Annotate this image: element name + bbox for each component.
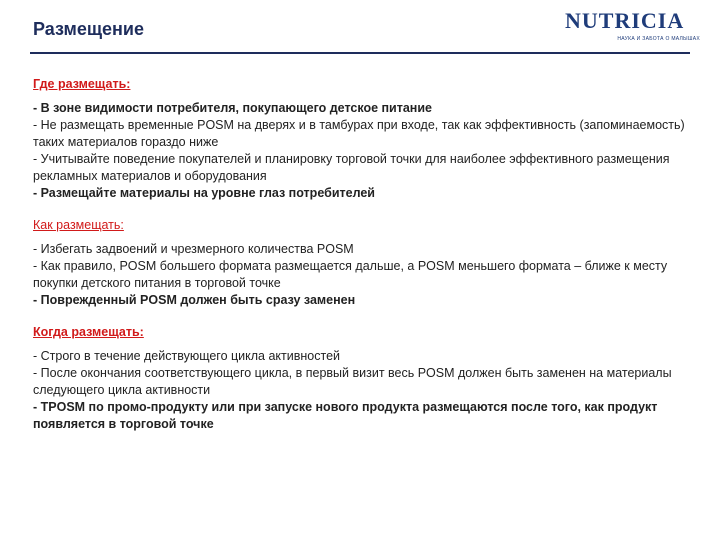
bullet-item: - Как правило, POSM большего формата размещается дальше, а POSM меньшего формата – ближе к месту покупки детского питания в торговой точке [33,259,668,290]
slide-content [33,76,713,448]
bullet-list [33,241,713,309]
section-where [33,76,713,202]
title-divider [30,52,690,54]
section-when [33,324,713,433]
bullet-item: - Размещайте материалы на уровне глаз потребителей [33,186,375,200]
bullet-list [33,100,713,202]
logo-wordmark: NUTRICIA [565,8,685,33]
bullet-item: - TPOSM по промо-продукту или при запуске нового продукта размещаются после того, как продукт появляется в торговой точке [33,400,658,431]
page-title: Размещение [33,19,144,39]
section-heading: Когда размещать: [33,325,144,339]
bullet-item: - Избегать задвоений и чрезмерного количества POSM [33,242,354,256]
nutricia-logo [565,10,700,42]
bullet-item: - Строго в течение действующего цикла активностей [33,349,341,363]
section-heading: Как размещать: [33,218,124,232]
bullet-list [33,348,713,433]
bullet-item: - Учитывайте поведение покупателей и планировку торговой точки для наиболее эффективного размещения рекламных материалов и оборудования [33,152,670,183]
bullet-item: - Не размещать временные POSM на дверях и в тамбурах при входе, так как эффективность (запоминаемость) таких материалов гораздо ниже [33,118,685,149]
bullet-item: - В зоне видимости потребителя, покупающего детское питание [33,101,432,115]
logo-tagline: НАУКА И ЗАБОТА О МАЛЫШАХ [617,36,700,42]
bullet-item: - Поврежденный POSM должен быть сразу заменен [33,293,356,307]
section-heading: Где размещать: [33,77,131,91]
bullet-item: - После окончания соответствующего цикла, в первый визит весь POSM должен быть заменен на материалы следующего цикла активности [33,366,672,397]
section-how [33,217,713,309]
